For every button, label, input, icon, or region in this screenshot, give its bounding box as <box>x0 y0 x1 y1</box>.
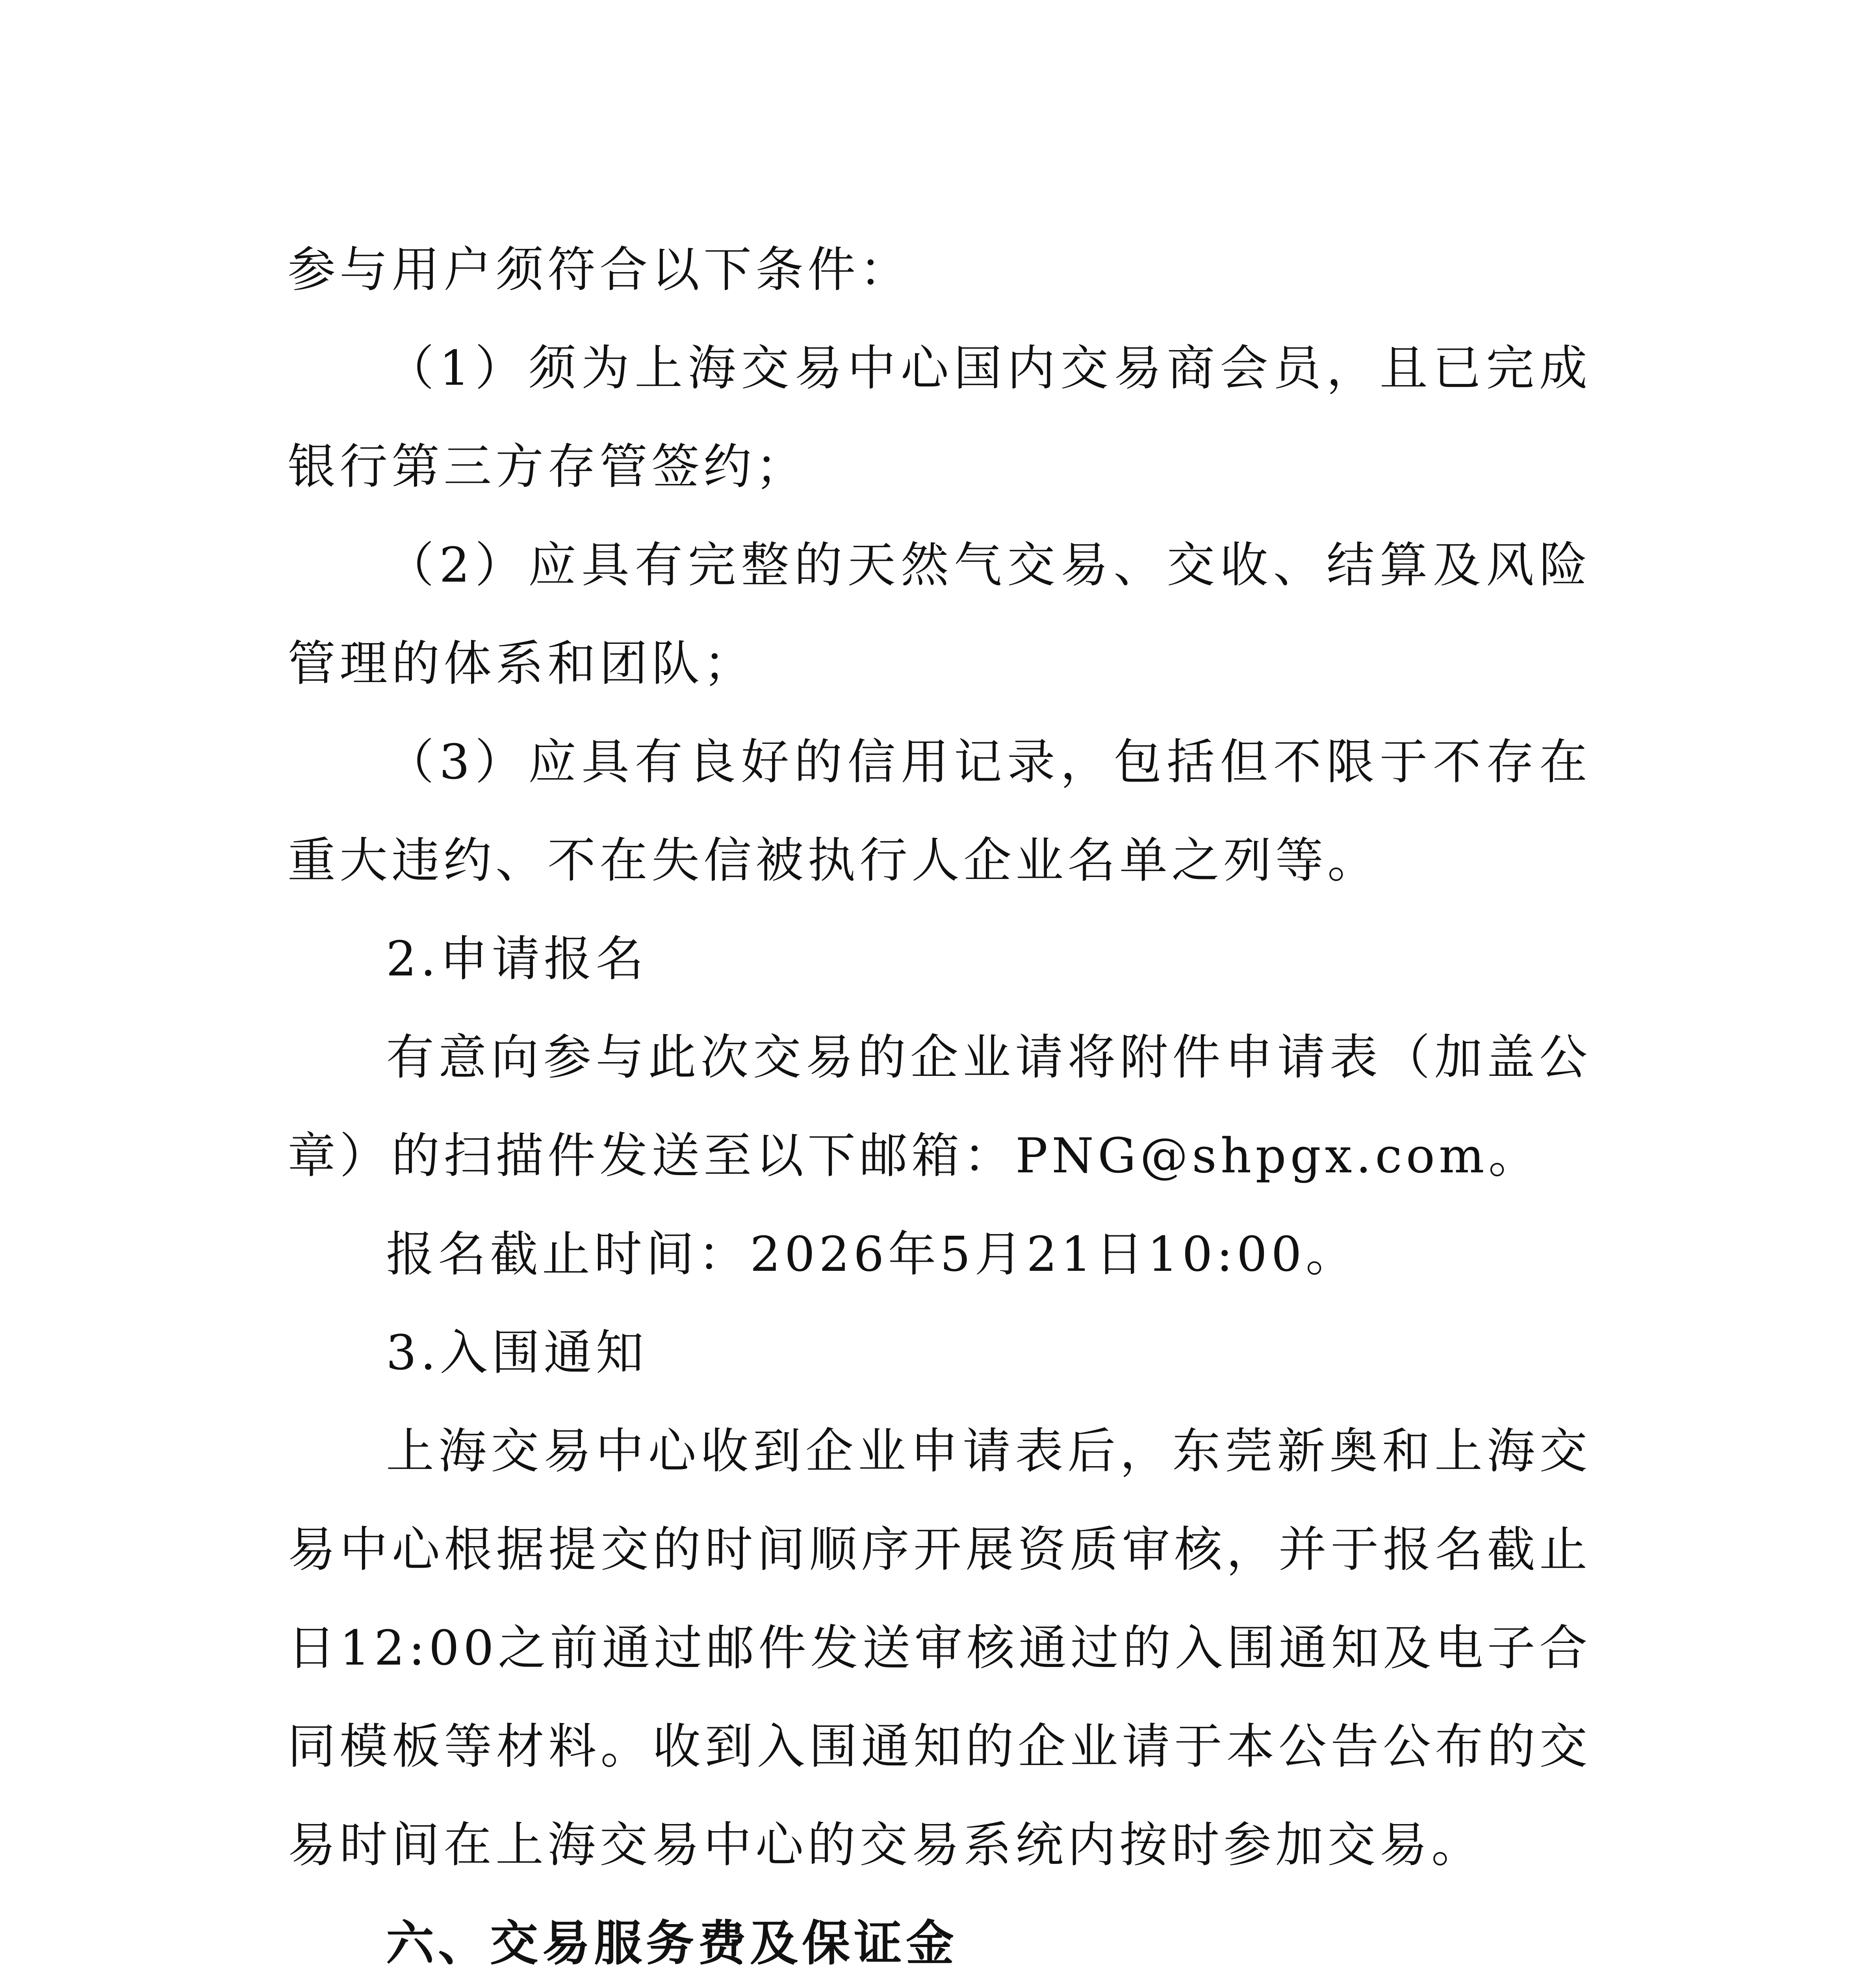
condition-item-2: （2）应具有完整的天然气交易、交收、结算及风险管理的体系和团队； <box>288 537 1591 692</box>
shortlist-notice-text: 上海交易中心收到企业申请表后，东莞新奥和上海交易中心根据提交的时间顺序开展资质审核，并于报名截止日12:00之前通过邮件发送审核通过的入围通知及电子合同模板等材料。收到入围通知的企业请于本公告公布的交易时间在上海交易中心的交易系统内按时参加交易。 <box>288 1423 1591 1873</box>
document-body <box>288 221 1591 1969</box>
condition-item-1: （1）须为上海交易中心国内交易商会员，且已完成银行第三方存管签约； <box>288 340 1591 495</box>
application-deadline: 报名截止时间：2026年5月21日10:00。 <box>386 1226 1358 1282</box>
section-six-heading: 六、交易服务费及保证金 <box>386 1915 958 1969</box>
section-application-title: 2.申请报名 <box>386 931 648 987</box>
participant-conditions-intro: 参与用户须符合以下条件： <box>288 242 911 298</box>
condition-item-3: （3）应具有良好的信用记录，包括但不限于不存在重大违约、不在失信被执行人企业名单之列等。 <box>288 734 1591 888</box>
application-email-instruction: 有意向参与此次交易的企业请将附件申请表（加盖公章）的扫描件发送至以下邮箱：PNG@shpgx.com。 <box>288 1029 1591 1184</box>
section-shortlist-notice-title: 3.入围通知 <box>386 1325 648 1381</box>
